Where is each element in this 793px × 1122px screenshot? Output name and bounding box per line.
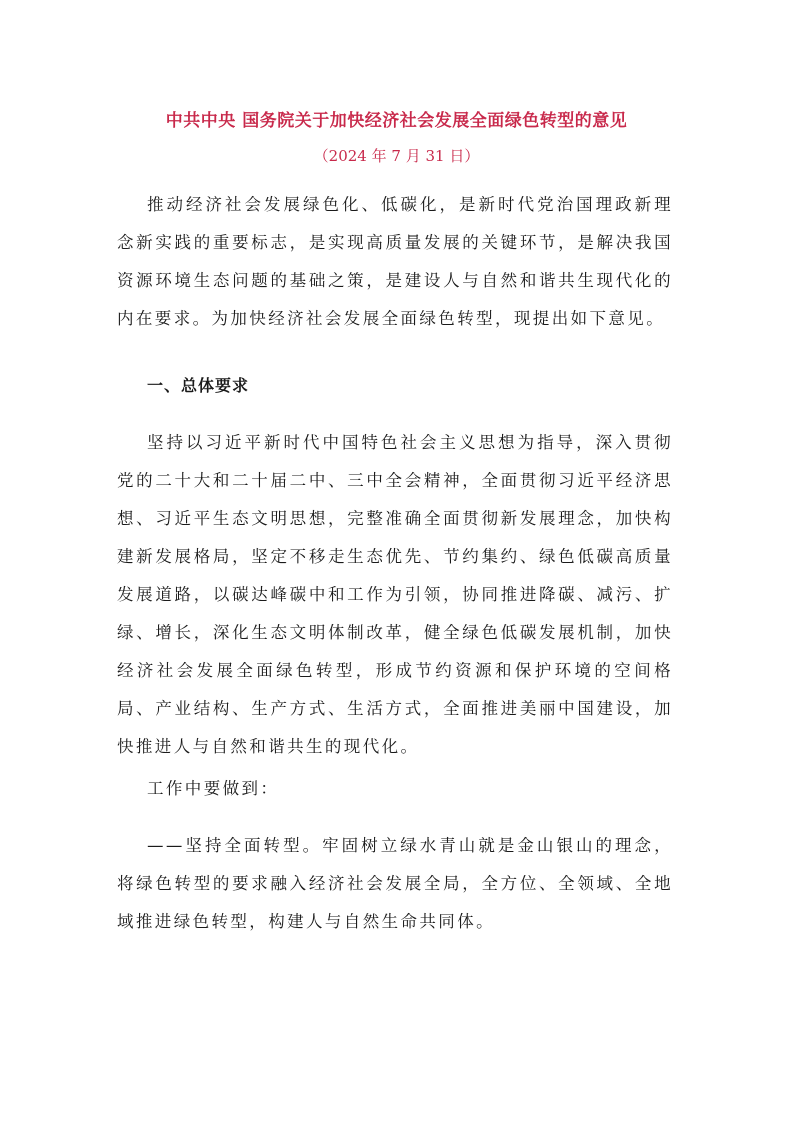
document-title: 中共中央 国务院关于加快经济社会发展全面绿色转型的意见 bbox=[165, 111, 628, 131]
section-heading: 一、总体要求 bbox=[147, 376, 250, 395]
section-paragraph-guiding: 坚持以习近平新时代中国特色社会主义思想为指导，深入贯彻党的二十大和二十届二中、三中全会精神，全面贯彻习近平经济思想、习近平生态文明思想，完整准确全面贯彻新发展理念，加快构建新发展格局，坚定不移走生态优先、节约集约、绿色低碳高质量发展道路，以碳达峰碳中和工作为引领，协同推进降碳、减污、扩绿、增长，深化生态文明体制改革，健全绿色低碳发展机制，加快经济社会发展全面绿色转型，形成节约资源和保护环境的空间格局、产业结构、生产方式、生活方式，全面推进美丽中国建设，加快推进人与自然和谐共生的现代化。 bbox=[117, 433, 673, 756]
comprehensive-transition-block bbox=[117, 827, 673, 941]
section-paragraph-work-intro: 工作中要做到： bbox=[147, 779, 280, 798]
document-date: （2024 年 7 月 31 日） bbox=[313, 147, 480, 165]
section-general-requirements bbox=[117, 367, 673, 405]
section-body bbox=[117, 424, 673, 766]
work-requirements-block bbox=[117, 770, 673, 808]
intro-paragraph: 推动经济社会发展绿色化、低碳化，是新时代党治国理政新理念新实践的重要标志，是实现高质量发展的关键环节，是解决我国资源环境生态问题的基础之策，是建设人与自然和谐共生现代化的内在要求。为加快经济社会发展全面绿色转型，现提出如下意见。 bbox=[117, 195, 673, 328]
section-paragraph-comprehensive-transition: ——坚持全面转型。牢固树立绿水青山就是金山银山的理念，将绿色转型的要求融入经济社会发展全局，全方位、全领域、全地域推进绿色转型，构建人与自然生命共同体。 bbox=[117, 836, 673, 931]
intro-block bbox=[117, 186, 673, 338]
